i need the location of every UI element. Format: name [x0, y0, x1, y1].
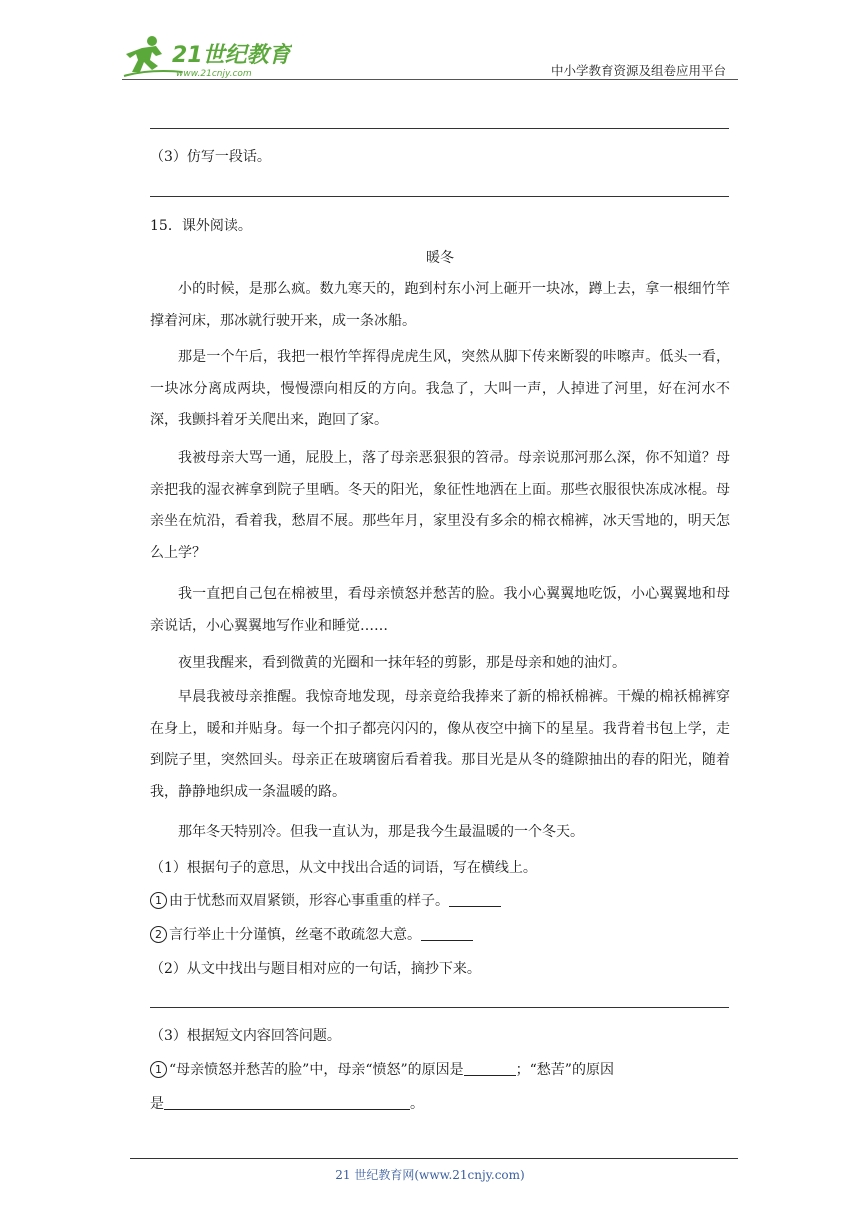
answer-line [150, 196, 729, 197]
q15-sub3: （3）根据短文内容回答问题。 [150, 1028, 341, 1044]
header-divider [122, 79, 738, 80]
footer-divider [130, 1158, 738, 1159]
q15-sub2: （2）从文中找出与题目相对应的一句话，摘抄下来。 [150, 961, 481, 977]
answer-line [150, 1007, 729, 1008]
passage-paragraph: 我被母亲大骂一通，屁股上，落了母亲恶狠狠的笤帚。母亲说那河那么深，你不知道？母亲把我的湿衣裤拿到院子里晒。冬天的阳光，象征性地洒在上面。那些衣服很快冻成冰棍。母亲坐在炕沿，看着我，愁眉不展。那些年月，家里没有多余的棉衣棉裤，冰天雪地的，明天怎么上学？ [150, 450, 730, 561]
passage-paragraph: 早晨我被母亲推醒。我惊奇地发现，母亲竟给我捧来了新的棉袄棉裤。干燥的棉袄棉裤穿在身上，暖和并贴身。每一个扣子都亮闪闪的，像从夜空中摘下的星星。我背着书包上学，走到院子里，突然回头。母亲正在玻璃窗后看着我。那目光是从冬的缝隙抽出的春的阳光，随着我，静静地织成一条温暖的路。 [150, 689, 730, 800]
header-platform-text: 中小学教育资源及组卷应用平台 [550, 63, 726, 78]
passage-paragraph: 小的时候，是那么疯。数九寒天的，跑到村东小河上砸开一块冰，蹲上去，拿一根细竹竿撑着河床，那冰就行驶开来，成一条冰船。 [150, 281, 730, 329]
circled-number: 2 [150, 926, 167, 943]
passage-paragraph: 那是一个午后，我把一根竹竿挥得虎虎生风，突然从脚下传来断裂的咔嚓声。低头一看，一块冰分离成两块，慢慢漂向相反的方向。我急了，大叫一声，人掉进了河里，好在河水不深，我颤抖着牙关爬出来，跑回了家。 [150, 349, 730, 428]
passage-paragraph: 那年冬天特别冷。但我一直认为，那是我今生最温暖的一个冬天。 [178, 824, 584, 840]
q14-sub3: （3）仿写一段话。 [150, 149, 271, 165]
q15-sub1: （1）根据句子的意思，从文中找出合适的词语，写在横线上。 [150, 860, 537, 876]
answer-blank[interactable] [164, 1097, 410, 1110]
logo-text: 21世纪教育 [172, 43, 291, 68]
circled-number: 1 [150, 1061, 167, 1078]
q15-heading: 15．课外阅读。 [150, 218, 252, 234]
q15-sub1-item-2: 2 言行举止十分谨慎，丝毫不敢疏忽大意。 [150, 924, 730, 944]
q15-sub1-item-1: 1 由于忧愁而双眉紧锁，形容心事重重的样子。 [150, 890, 730, 910]
logo-url: www.21cnjy.com [176, 69, 252, 79]
circled-number: 1 [150, 892, 167, 909]
answer-blank[interactable] [421, 928, 473, 941]
passage-title: 暖冬 [426, 250, 454, 266]
answer-blank[interactable] [449, 894, 501, 907]
q15-sub3-item-1: 1 “母亲愤怒并愁苦的脸”中，母亲“愤怒”的原因是 ；“愁苦”的原因 [150, 1059, 730, 1079]
site-logo [122, 32, 292, 82]
passage-paragraph: 我一直把自己包在棉被里，看母亲愤怒并愁苦的脸。我小心翼翼地吃饭，小心翼翼地和母亲说话，小心翼翼地写作业和睡觉…… [150, 586, 730, 634]
footer-text[interactable]: 21 世纪教育网(www.21cnjy.com) [335, 1168, 525, 1182]
passage-paragraph: 夜里我醒来，看到微黄的光圈和一抹年轻的剪影，那是母亲和她的油灯。 [178, 655, 626, 671]
q15-sub3-item-1-cont: 是 。 [150, 1096, 424, 1112]
answer-blank[interactable] [464, 1063, 516, 1076]
answer-line [150, 128, 729, 129]
